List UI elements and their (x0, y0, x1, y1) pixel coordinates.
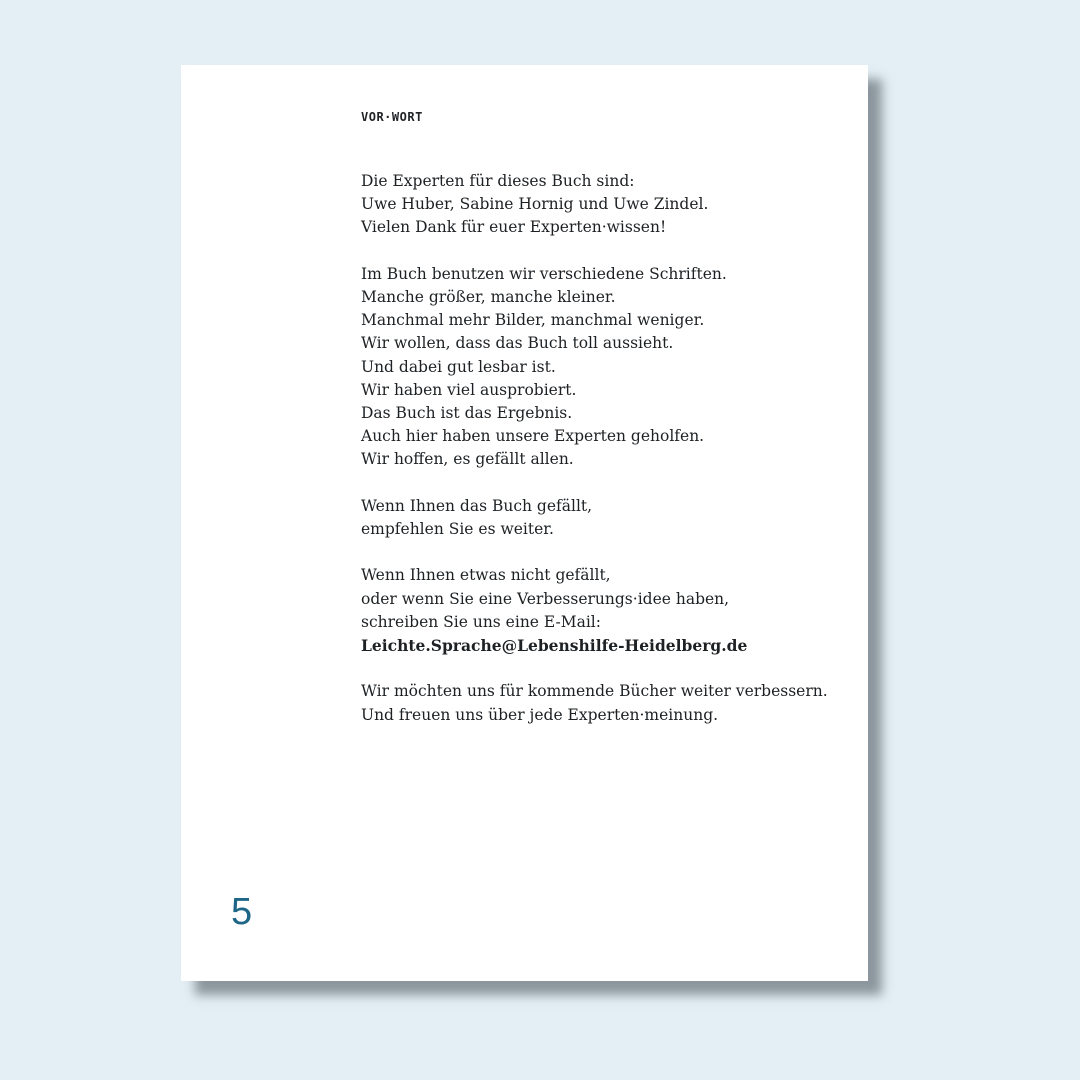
email-address: Leichte.Sprache@Lebenshilfe-Heidelberg.de (361, 636, 748, 656)
paragraph-fonts (361, 263, 841, 472)
page-number: 5 (231, 891, 253, 933)
text-line: Wir hoffen, es gefällt allen. (361, 450, 574, 469)
text-line: Die Experten für dieses Buch sind: (361, 172, 635, 190)
text-line: Wenn Ihnen das Buch gefällt, (361, 496, 593, 515)
text-line: Wir möchten uns für kommende Bücher weiter verbessern. (361, 682, 828, 701)
text-line: Das Buch ist das Ergebnis. (361, 404, 573, 423)
paragraph-experts (361, 170, 841, 240)
paragraph-feedback (361, 564, 841, 657)
text-line: schreiben Sie uns eine E-Mail: (361, 612, 601, 631)
text-line: Manchmal mehr Bilder, manchmal weniger. (361, 311, 705, 330)
text-line: Und freuen uns über jede Experten·meinung. (361, 705, 719, 724)
text-line: Uwe Huber, Sabine Hornig und Uwe Zindel. (361, 195, 709, 214)
text-line: Im Buch benutzen wir verschiedene Schriften. (361, 264, 727, 283)
body-text (361, 170, 841, 750)
text-line: Wir haben viel ausprobiert. (361, 380, 577, 399)
text-line: Wenn Ihnen etwas nicht gefällt, (361, 566, 611, 585)
text-line: Manche größer, manche kleiner. (361, 288, 616, 306)
paragraph-improve (361, 680, 841, 726)
text-line: Vielen Dank für euer Experten·wissen! (361, 218, 667, 237)
section-heading: VOR·WORT (361, 110, 423, 124)
paragraph-recommend (361, 495, 841, 541)
book-page (181, 65, 868, 981)
text-line: Und dabei gut lesbar ist. (361, 357, 556, 376)
text-line: empfehlen Sie es weiter. (361, 520, 554, 539)
text-line: Wir wollen, dass das Buch toll aussieht. (361, 334, 674, 353)
text-line: oder wenn Sie eine Verbesserungs·idee haben, (361, 589, 730, 608)
text-line: Auch hier haben unsere Experten geholfen. (361, 427, 705, 446)
